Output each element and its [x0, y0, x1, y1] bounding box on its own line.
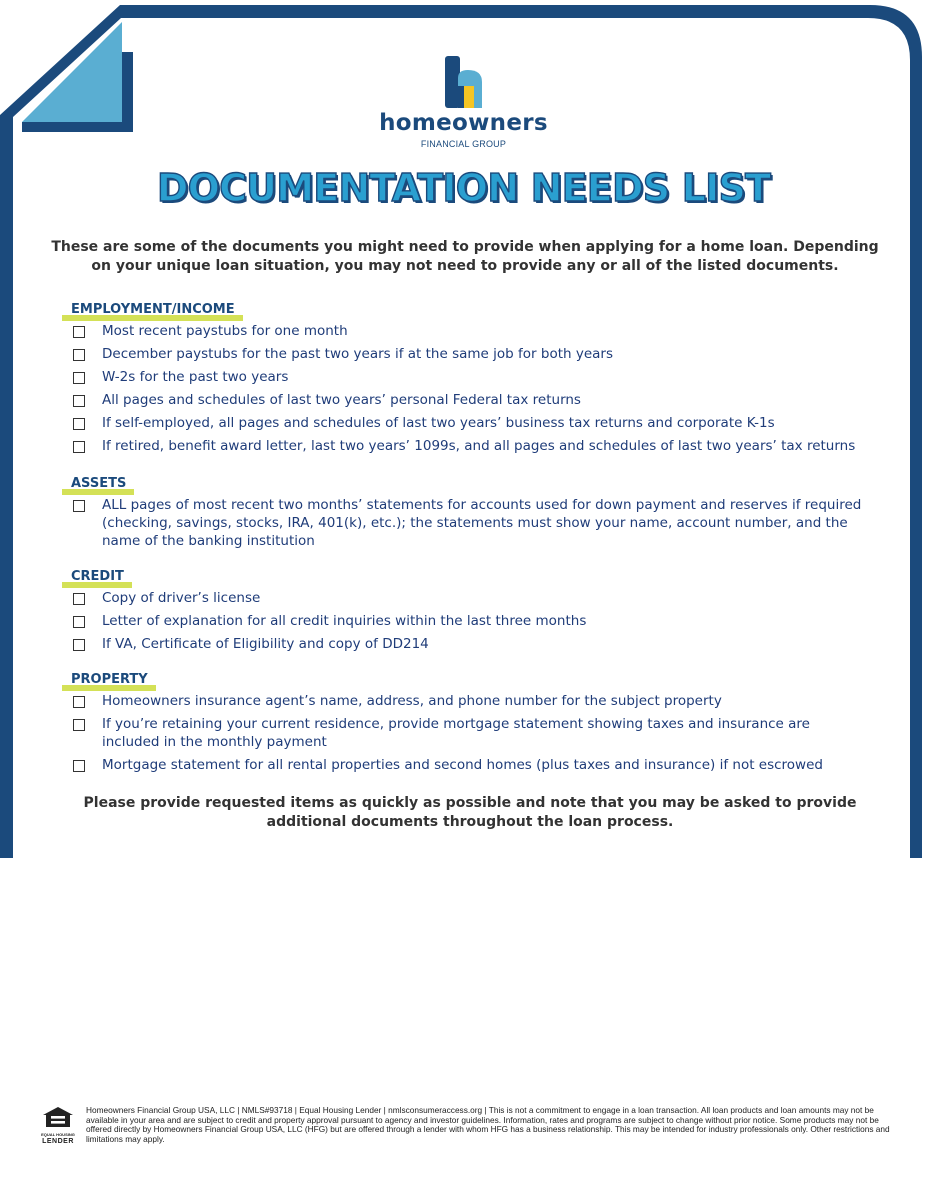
checklist-item	[70, 345, 870, 363]
section-heading: CREDIT	[68, 569, 128, 585]
checklist-item	[70, 756, 870, 774]
checkbox[interactable]	[73, 593, 85, 605]
section-heading: ASSETS	[68, 476, 130, 492]
checklist-item-text: Mortgage statement for all rental properties and second homes (plus taxes and insurance) if not escrowed	[102, 757, 823, 773]
checklist-item-text: Copy of driver’s license	[102, 590, 261, 606]
section-property	[70, 668, 870, 779]
checklist-item	[70, 635, 870, 653]
checkbox[interactable]	[73, 639, 85, 651]
checklist-item	[70, 414, 870, 432]
checkbox[interactable]	[73, 395, 85, 407]
equal-housing-label: LENDER	[42, 1138, 74, 1145]
checklist-item-text: Homeowners insurance agent’s name, address, and phone number for the subject property	[102, 693, 722, 709]
legal-disclaimer: Homeowners Financial Group USA, LLC | NMLS#93718 | Equal Housing Lender | nmlsconsumeraccess.org | This is not a commitment to engage in a loan transaction. All loan products and loan amounts may not be available in your area and are subject to credit and property approval pursuant to agency and investor guidelines. Information, rates and programs are subject to change without prior notice. Some products may not be offered directly by Homeowners Financial Group USA, LLC (HFG) but are offered through a lender with whom HFG has a business relationship. This may be intended for industry professionals only. Other restrictions and limitations may apply.	[86, 1105, 890, 1144]
page-title: DOCUMENTATION NEEDS LIST	[156, 166, 771, 210]
checkbox[interactable]	[73, 696, 85, 708]
checklist-item	[70, 368, 870, 386]
checklist-item-text: Letter of explanation for all credit inquiries within the last three months	[102, 613, 587, 629]
checklist	[70, 496, 870, 550]
closing-note: Please provide requested items as quickly as possible and note that you may be asked to provide additional documents throughout the loan process.	[83, 795, 857, 830]
checkbox[interactable]	[73, 719, 85, 731]
logo-wordmark: homeowners	[379, 110, 548, 136]
checklist-item	[70, 715, 870, 751]
section-assets	[70, 472, 870, 555]
checklist-item-text: ALL pages of most recent two months’ statements for accounts used for down payment and reserves if required (checking, savings, stocks, IRA, 401(k), etc.); the statements must show your name, account number, and the name of the banking institution	[102, 497, 862, 549]
checklist-item	[70, 437, 870, 455]
equal-housing-small-text: EQUAL HOUSING	[41, 1132, 75, 1137]
checklist-item-text: If self-employed, all pages and schedules of last two years’ business tax returns and corporate K-1s	[102, 415, 775, 431]
checklist-item	[70, 692, 870, 710]
equal-housing-icon	[42, 1106, 74, 1128]
company-logo	[0, 56, 927, 149]
checkbox[interactable]	[73, 326, 85, 338]
checklist-item	[70, 496, 870, 550]
checkbox[interactable]	[73, 616, 85, 628]
intro-paragraph: These are some of the documents you might need to provide when applying for a home loan. Depending on your unique loan situation, you may not need to provide any or all of the listed documents.	[51, 239, 879, 274]
checklist-item-text: If you’re retaining your current residence, provide mortgage statement showing taxes and insurance are included in the monthly payment	[102, 716, 810, 750]
checkbox[interactable]	[73, 500, 85, 512]
footer	[40, 1106, 890, 1145]
checklist-item-text: If retired, benefit award letter, last two years’ 1099s, and all pages and schedules of last two years’ tax returns	[102, 438, 856, 454]
logo-subtitle: FINANCIAL GROUP	[420, 139, 507, 149]
checklist-item-text: Most recent paystubs for one month	[102, 323, 348, 339]
checkbox[interactable]	[73, 418, 85, 430]
checklist-item-text: December paystubs for the past two years if at the same job for both years	[102, 346, 613, 362]
section-heading: PROPERTY	[68, 672, 152, 688]
checklist	[70, 692, 870, 774]
homeowners-h-logo-icon	[444, 56, 484, 108]
checkbox[interactable]	[73, 760, 85, 772]
checkbox[interactable]	[73, 349, 85, 361]
equal-housing-logo	[40, 1106, 76, 1145]
checklist-item-text: W-2s for the past two years	[102, 369, 289, 385]
checklist-item	[70, 391, 870, 409]
section-employment-income	[70, 298, 870, 460]
checkbox[interactable]	[73, 372, 85, 384]
checklist-item	[70, 589, 870, 607]
checklist-item-text: If VA, Certificate of Eligibility and copy of DD214	[102, 636, 429, 652]
checklist-item	[70, 612, 870, 630]
checklist	[70, 589, 870, 653]
section-heading: EMPLOYMENT/INCOME	[68, 302, 239, 318]
section-credit	[70, 565, 870, 658]
checklist	[70, 322, 870, 455]
checkbox[interactable]	[73, 441, 85, 453]
checklist-item-text: All pages and schedules of last two years’ personal Federal tax returns	[102, 392, 581, 408]
checklist-item	[70, 322, 870, 340]
